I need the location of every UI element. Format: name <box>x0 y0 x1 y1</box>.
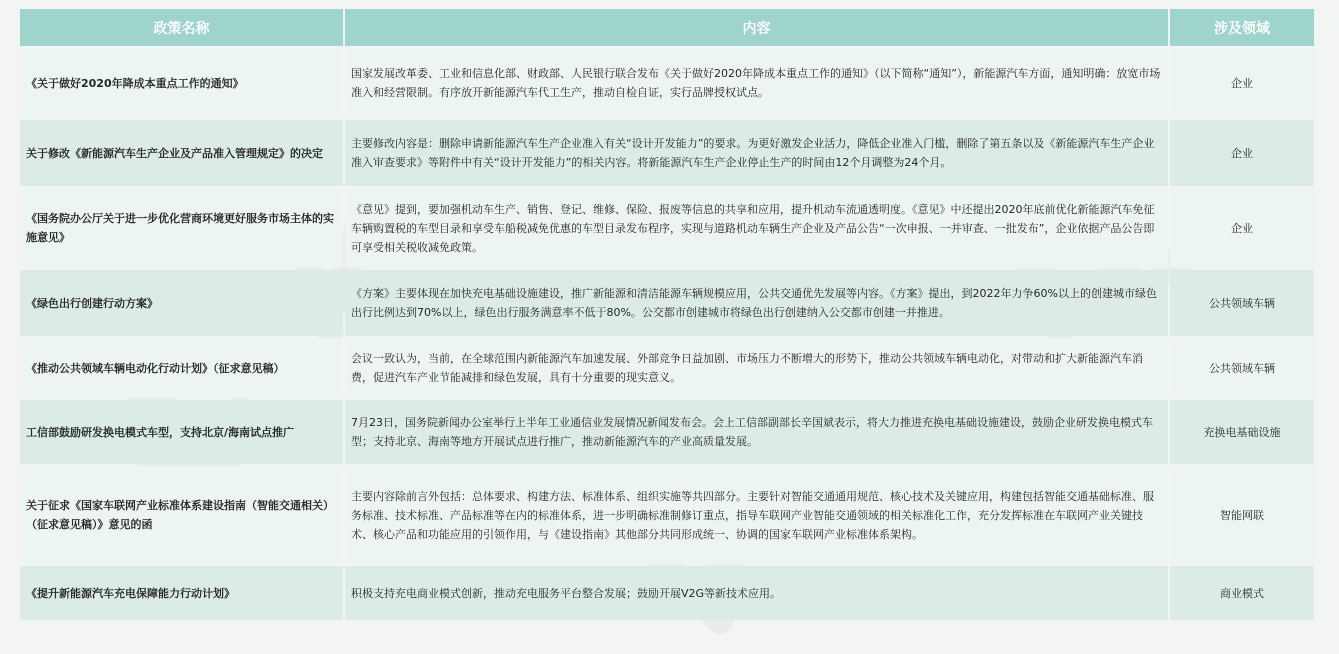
policy-name-cell: 《国务院办公厅关于进一步优化营商环境更好服务市场主体的实施意见》 <box>20 188 343 268</box>
table-row <box>20 48 1314 118</box>
table-row <box>20 270 1314 336</box>
table-row <box>20 400 1314 464</box>
policy-field-cell: 公共领域车辆 <box>1170 270 1314 336</box>
policy-name-cell: 关于征求《国家车联网产业标准体系建设指南（智能交通相关）（征求意见稿）》意见的函 <box>20 466 343 564</box>
table-row <box>20 566 1314 620</box>
policy-content-cell: 主要修改内容是：删除申请新能源汽车生产企业准入有关“设计开发能力”的要求。为更好激发企业活力，降低企业准入门槛，删除了第五条以及《新能源汽车生产企业准入审查要求》等附件中有关“设计开发能力”的相关内容。将新能源汽车生产企业停止生产的时间由12个月调整为24个月。 <box>345 120 1168 186</box>
table-row <box>20 120 1314 186</box>
table-row <box>20 338 1314 398</box>
policy-field-cell: 企业 <box>1170 120 1314 186</box>
policy-field-cell: 充换电基础设施 <box>1170 400 1314 464</box>
policy-field-cell: 企业 <box>1170 48 1314 118</box>
policy-content-cell: 7月23日，国务院新闻办公室举行上半年工业通信业发展情况新闻发布会。会上工信部副部长辛国斌表示，将大力推进充换电基础设施建设，鼓励企业研发换电模式车型；支持北京、海南等地方开展试点进行推广，推动新能源汽车的产业高质量发展。 <box>345 400 1168 464</box>
table-row <box>20 466 1314 564</box>
policy-content-cell: 主要内容除前言外包括：总体要求、构建方法、标准体系、组织实施等共四部分。主要针对智能交通通用规范、核心技术及关键应用，构建包括智能交通基础标准、服务标准、技术标准、产品标准等在内的标准体系，进一步明确标准制修订重点，指导车联网产业智能交通领域的相关标准化工作，充分发挥标准在车联网产业关键技术、核心产品和功能应用的引领作用，与《建设指南》其他部分共同形成统一、协调的国家车联网产业标准体系架构。 <box>345 466 1168 564</box>
policy-field-cell: 智能网联 <box>1170 466 1314 564</box>
policy-table <box>18 7 1316 622</box>
policy-name-cell: 工信部鼓励研发换电模式车型，支持北京/海南试点推广 <box>20 400 343 464</box>
header-content: 内容 <box>345 9 1168 46</box>
policy-content-cell: 《方案》主要体现在加快充电基础设施建设，推广新能源和清洁能源车辆规模应用，公共交通优先发展等内容。《方案》提出，到2022年力争60%以上的创建城市绿色出行比例达到70%以上，绿色出行服务满意率不低于80%。公交都市创建城市将绿色出行创建纳入公交都市创建一并推进。 <box>345 270 1168 336</box>
table-row <box>20 188 1314 268</box>
header-policy-name: 政策名称 <box>20 9 343 46</box>
policy-content-cell: 国家发展改革委、工业和信息化部、财政部、人民银行联合发布《关于做好2020年降成本重点工作的通知》（以下简称“通知”），新能源汽车方面，通知明确：放宽市场准入和经营限制。有序放开新能源汽车代工生产，推动自检自证，实行品牌授权试点。 <box>345 48 1168 118</box>
policy-name-cell: 关于修改《新能源汽车生产企业及产品准入管理规定》的决定 <box>20 120 343 186</box>
policy-name-cell: 《提升新能源汽车充电保障能力行动计划》 <box>20 566 343 620</box>
table-header-row <box>20 9 1314 46</box>
policy-field-cell: 企业 <box>1170 188 1314 268</box>
policy-field-cell: 公共领域车辆 <box>1170 338 1314 398</box>
policy-name-cell: 《关于做好2020年降成本重点工作的通知》 <box>20 48 343 118</box>
policy-name-cell: 《绿色出行创建行动方案》 <box>20 270 343 336</box>
policy-name-cell: 《推动公共领域车辆电动化行动计划》（征求意见稿） <box>20 338 343 398</box>
policy-content-cell: 会议一致认为，当前，在全球范围内新能源汽车加速发展、外部竞争日益加剧、市场压力不断增大的形势下，推动公共领域车辆电动化，对带动和扩大新能源汽车消费，促进汽车产业节能减排和绿色发展，具有十分重要的现实意义。 <box>345 338 1168 398</box>
policy-content-cell: 积极支持充电商业模式创新，推动充电服务平台整合发展；鼓励开展V2G等新技术应用。 <box>345 566 1168 620</box>
header-field: 涉及领域 <box>1170 9 1314 46</box>
policy-table-container <box>18 7 1316 622</box>
policy-field-cell: 商业模式 <box>1170 566 1314 620</box>
policy-content-cell: 《意见》提到，要加强机动车生产、销售、登记、维修、保险、报废等信息的共享和应用，提升机动车流通透明度。《意见》中还提出2020年底前优化新能源汽车免征车辆购置税的车型目录和享受车船税减免优惠的车型目录发布程序，实现与道路机动车辆生产企业及产品公告“一次申报、一并审查、一批发布”，企业依据产品公告即可享受相关税收减免政策。 <box>345 188 1168 268</box>
